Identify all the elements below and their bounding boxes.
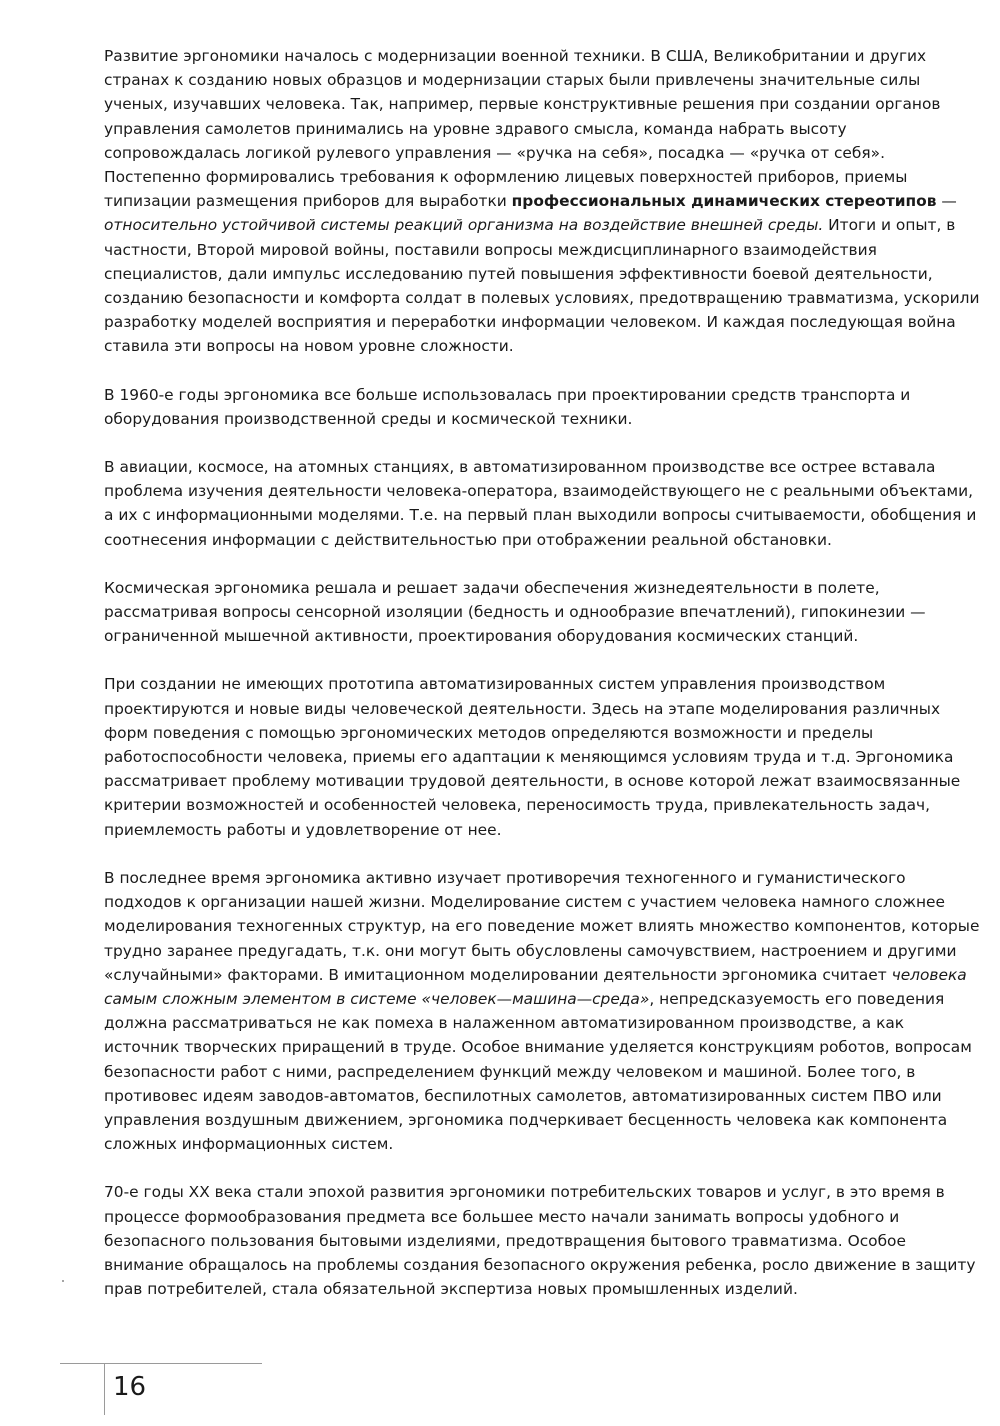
paragraph-operator: В авиации, космосе, на атомных станциях, в автоматизированном производстве все острее вставала проблема изучения деятельности человека-оператора, взаимодействующего не с реальными объектами, а их с информационными моделями. Т.е. на первый план выходили вопросы считываемости, обобщения и соотнесения информации с действительностью при отображении реальной обстановки. bbox=[104, 458, 977, 549]
italic-phrase: человека самым сложным элементом в системе «человек—машина—среда» bbox=[104, 965, 967, 1008]
paragraph-1960s: В 1960-е годы эргономика все больше использовалась при проектировании средств транспорта и оборудования производственной среды и космической техники. bbox=[104, 385, 911, 428]
paragraph-text: В последнее время эргономика активно изучает противоречия техногенного и гуманистического подходов к организации нашей жизни. Моделирование систем с участием человека намного сложнее моделирования техногенных структур, на его поведение может влиять множество компонентов, которые трудно заранее предугадать, т.к. они могут быть обусловлены самочувствием, настроением и другими «случайными» факторами. В имитационном моделировании деятельности эргономика считает bbox=[104, 868, 980, 984]
footer-vertical-rule bbox=[104, 1363, 105, 1415]
italic-definition: относительно устойчивой системы реакций организма на воздействие внешней среды. bbox=[104, 216, 824, 235]
paragraph-space-ergonomics: Космическая эргономика решала и решает задачи обеспечения жизнедеятельности в полете, рассматривая вопросы сенсорной изоляции (бедность и однообразие впечатлений), гипокинезии — ограниченной мышечной активности, проектирования оборудования космических станций. bbox=[104, 578, 926, 646]
paragraph-military-origins bbox=[104, 44, 980, 359]
paragraph-text: Развитие эргономики началось с модернизации военной техники. В США, Великобритании и других странах к созданию новых образцов и модернизации старых были привлечены значительные силы ученых, изучавших человека. Так, например, первые конструктивные решения при создании органов управления самолетов принимались на уровне здравого смысла, команда набрать высоту сопровождалась логикой рулевого управления — «ручка на себя», посадка — «ручка от себя». Постепенно формировались требования к оформлению лицевых поверхностей приборов, приемы типизации размещения приборов для выработки bbox=[104, 47, 941, 211]
scan-speck bbox=[62, 1280, 64, 1282]
bold-term: профессиональных динамических стереотипов bbox=[511, 192, 937, 211]
paragraph-text: , непредсказуемость его поведения должна рассматриваться не как помеха в налаженном автоматизированном производстве, а как источник творческих приращений в труде. Особое внимание уделяется конструкциям роботов, вопросам безопасности работ с ними, распределением функций между человеком и машиной. Более того, в противовес идеям заводов-автоматов, беспилотных самолетов, автоматизированных систем ПВО или управления воздушным движением, эргономика подчеркивает бесценность человека как компонента сложных информационных систем. bbox=[104, 989, 972, 1154]
main-text bbox=[104, 44, 980, 1325]
paragraph-automation: При создании не имеющих прототипа автоматизированных систем управления производством проектируются и новые виды человеческой деятельности. Здесь на этапе моделирования различных форм поведения с помощью эргономических методов определяются возможности и пределы работоспособности человека, приемы его адаптации к меняющимся условиям труда и т.д. Эргономика рассматривает проблему мотивации трудовой деятельности, в основе которой лежат взаимосвязанные критерии возможностей и особенностей человека, переносимость труда, привлекательность задач, приемлемость работы и удовлетворение от нее. bbox=[104, 675, 961, 839]
paragraph-humanistic bbox=[104, 866, 980, 1156]
page-number: 16 bbox=[113, 1372, 147, 1402]
dash: — bbox=[936, 192, 957, 211]
paragraph-1970s: 70-е годы XX века стали эпохой развития эргономики потребительских товаров и услуг, в это время в процессе формообразования предмета все большее место начали занимать вопросы удобного и безопасного пользования бытовыми изделиями, предотвращения бытового травматизма. Особое внимание обращалось на проблемы создания безопасного окружения ребенка, росло движение в защиту прав потребителей, стала обязательной экспертиза новых промышленных изделий. bbox=[104, 1183, 976, 1299]
footer-rule bbox=[60, 1363, 262, 1364]
paragraph-text: Итоги и опыт, в частности, Второй мировой войны, поставили вопросы междисциплинарного взаимодействия специалистов, дали импульс исследованию путей повышения эффективности боевой деятельности, созданию безопасности и комфорта солдат в полевых условиях, предотвращению травматизма, ускорили разработку моделей восприятия и переработки информации человеком. И каждая последующая война ставила эти вопросы на новом уровне сложности. bbox=[104, 216, 980, 356]
